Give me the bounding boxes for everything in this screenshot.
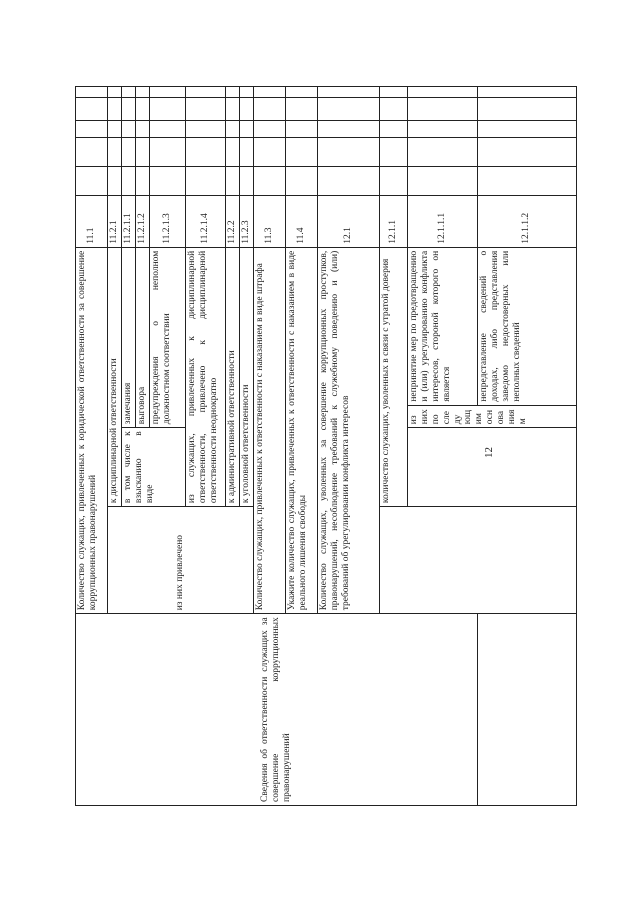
row-11-2-2-code: 11.2.2 bbox=[226, 195, 240, 247]
row-12-1-1-text: количество служащих, уволенных в связи с утратой доверия bbox=[379, 247, 407, 506]
row-12-1-code: 12.1 bbox=[317, 195, 379, 247]
cell-11-1-v3 bbox=[76, 120, 108, 137]
responsibility-table bbox=[75, 86, 577, 806]
row-11-1-code: 11.1 bbox=[76, 195, 108, 247]
cell-11-1-v1 bbox=[76, 167, 108, 195]
row-12-1-1-1-text: непринятие мер по предотвращению и (или) урегулированию конфликта интересов, стороной которого он является bbox=[407, 247, 477, 405]
scanned-table-rotated bbox=[75, 86, 640, 802]
v-tom-chisle-label: в том числе к взысканию в виде bbox=[122, 428, 186, 507]
page-number: 12 bbox=[483, 447, 495, 458]
row-11-2-3-text: к уголовной ответственности bbox=[239, 247, 253, 506]
section-label-tail bbox=[477, 614, 576, 806]
row-11-2-1-3-text: предупреждения о неполном должностном соответствии bbox=[150, 247, 186, 427]
cell-11-1-v5 bbox=[76, 87, 108, 98]
row-11-2-2-text: к административной ответственности bbox=[226, 247, 240, 506]
row-11-2-1-4-code: 11.2.1.4 bbox=[186, 195, 226, 247]
row-11-2-1-2-text: выговора bbox=[136, 247, 150, 427]
row-11-4-text: Укажите количество служащих, привлеченных к ответственности с наказанием в виде реального лишения свободы bbox=[285, 247, 317, 614]
row-11-3-code: 11.3 bbox=[253, 195, 285, 247]
row-11-2-1-1-code: 11.2.1.1 bbox=[122, 195, 136, 247]
row-11-2-1-code: 11.2.1 bbox=[108, 195, 122, 247]
row-12-1-1-code: 12.1.1 bbox=[379, 195, 407, 247]
cell-11-1-v4 bbox=[76, 98, 108, 121]
row-11-2-1-3-code: 11.2.1.3 bbox=[150, 195, 186, 247]
row-11-2-1-1-text: замечания bbox=[122, 247, 136, 427]
row-12-1-text: Количество служащих, уволенных за совершение коррупционных проступков, правонарушений, несоблюдение требований к служебному поведению и (или) требований об урегулировании конфликта интересов bbox=[317, 247, 379, 614]
iz-nih-osnovaniyam-label: из них по следующим основаниям bbox=[407, 405, 576, 428]
row-11-2-3-code: 11.2.3 bbox=[239, 195, 253, 247]
row-12-1-1-2-code: 12.1.1.2 bbox=[477, 195, 576, 247]
row-11-2-1-2-code: 11.2.1.2 bbox=[136, 195, 150, 247]
row-11-1-text: Количество служащих, привлеченных к юридической ответственности за совершение коррупционных правонарушений bbox=[76, 247, 108, 614]
cell-11-1-v2 bbox=[76, 137, 108, 167]
row-11-3-text: Количество служащих, привлеченных к ответственности с наказанием в виде штрафа bbox=[253, 247, 285, 614]
row-12-1-1-1-code: 12.1.1.1 bbox=[407, 195, 477, 247]
row-11-2-1-4-text: из служащих, привлеченных к дисциплинарной ответственности, привлечено к дисциплинарной ответственности неоднократно bbox=[186, 247, 226, 506]
row-12-1-1-2-text: непредставление сведений о доходах, либо представления заведомо недостоверных или неполных сведений bbox=[477, 247, 576, 405]
iz-nih-label: из них привлечено bbox=[108, 507, 254, 614]
row-11-4-code: 11.4 bbox=[285, 195, 317, 247]
section-label: Сведения об ответственности служащих за совершение коррупционных правонарушений bbox=[76, 614, 478, 806]
row-11-2-1-text: к дисциплинарной ответственности bbox=[108, 247, 122, 506]
row-12-blank-2 bbox=[407, 428, 576, 507]
row-12-blank bbox=[379, 507, 576, 614]
